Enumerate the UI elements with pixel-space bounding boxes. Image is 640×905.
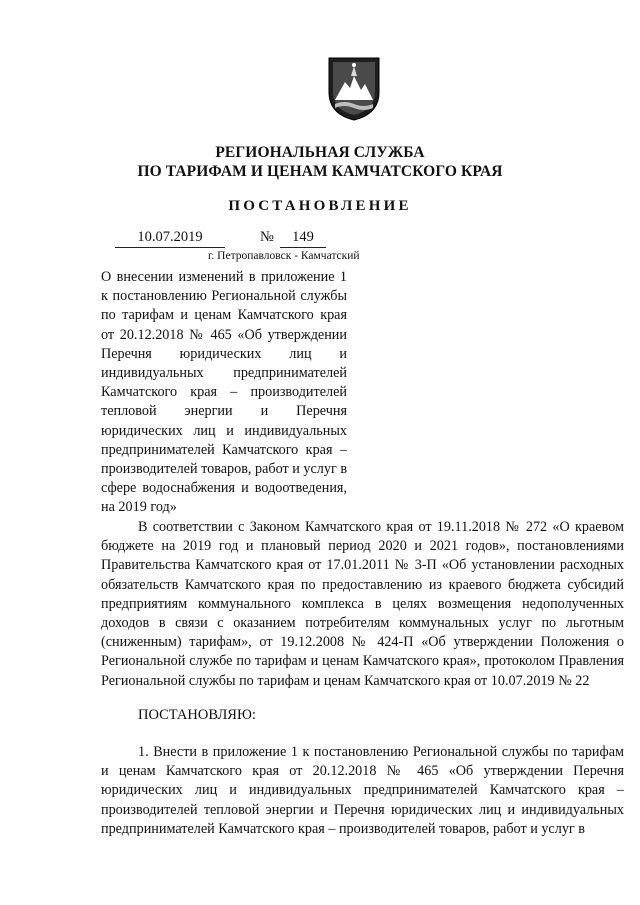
organization-name-line2: ПО ТАРИФАМ И ЦЕНАМ КАМЧАТСКОГО КРАЯ	[137, 163, 503, 180]
preamble-paragraph: В соответствии с Законом Камчатского края от 19.11.2018 № 272 «О краевом бюджете на 2019 год и плановый период 2020 и 2021 годов», постановлениями Правительства Камчатского края от 17.01.2011 № 3-П «Об установлении расходных обязательств Камчатского края по предоставлению из краевого бюджета субсидий предприятиям коммунального комплекса в целях возмещения недополученных доходов в связи с оказанием потребителям коммунальных услуг по льготным (сниженным) тарифам», от 19.12.2008 № 424-П «Об утверждении Положения о Региональной службе по тарифам и ценам Камчатского края», протоколом Правления Региональной службы по тарифам и ценам Камчатского края от 10.07.2019 № 22	[101, 519, 624, 689]
resolution-item-1: 1. Внести в приложение 1 к постановлению Региональной службы по тарифам и ценам Камчатского края от 20.12.2018 № 465 «Об утверждении Перечня юридических лиц и индивидуальных предпринимателей Камчатского края – производителей тепловой энергии и Перечня юридических лиц и индивидуальных предпринимателей Камчатского края – производителей товаров, работ и услуг в	[101, 744, 624, 837]
document-number: 149	[280, 229, 326, 248]
city-label: г. Петропавловск - Камчатский	[208, 250, 360, 262]
resolve-heading: ПОСТАНОВЛЯЮ:	[138, 707, 256, 723]
kamchatka-coat-of-arms-icon	[325, 52, 383, 122]
document-subject: О внесении изменений в приложение 1 к постановлению Региональной службы по тарифам и ценам Камчатского края от 20.12.2018 № 465 «Об утверждении Перечня юридических лиц и индивидуальных предпринимателей Камчатского края – производителей тепловой энергии и Перечня юридических лиц и индивидуальных предпринимателей Камчатского края – производителей товаров, работ и услуг в сфере водоснабжения и водоотведения, на 2019 год»	[101, 269, 348, 516]
organization-name-line1: РЕГИОНАЛЬНАЯ СЛУЖБА	[215, 144, 425, 161]
document-type-title: ПОСТАНОВЛЕНИЕ	[228, 198, 412, 214]
date-number-line	[100, 229, 340, 251]
number-sign: №	[260, 229, 274, 245]
document-date: 10.07.2019	[115, 229, 225, 248]
